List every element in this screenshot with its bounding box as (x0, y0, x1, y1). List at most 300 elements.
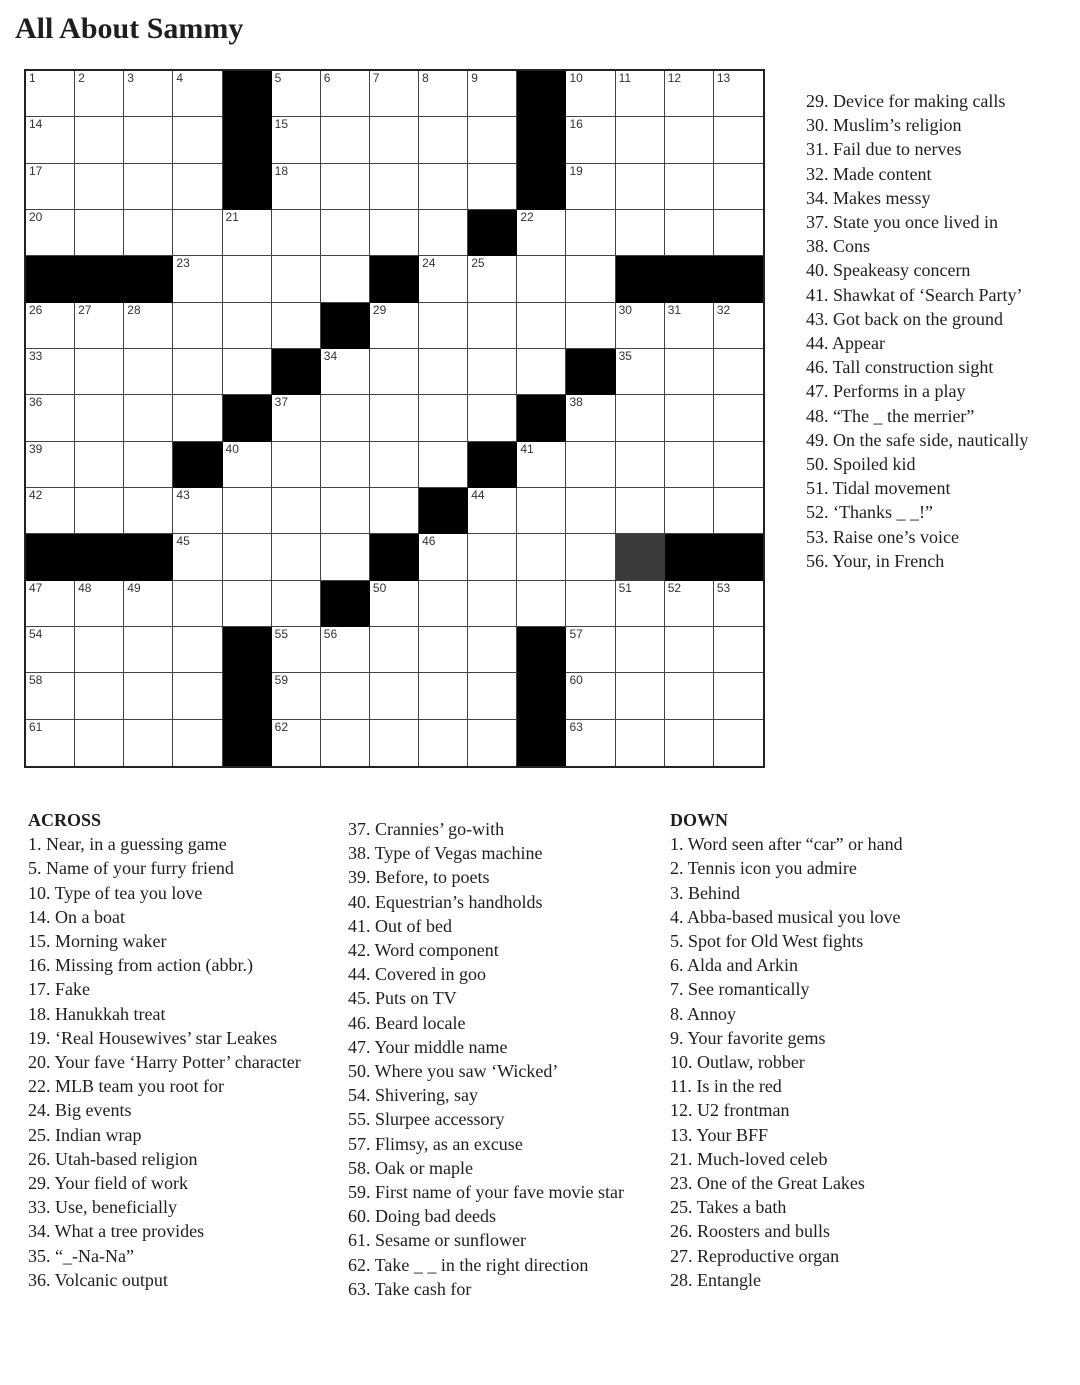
grid-cell[interactable] (566, 303, 615, 349)
black-square (517, 673, 566, 719)
cell-number: 61 (29, 719, 43, 734)
clue: 34. Makes messy (806, 187, 931, 208)
grid-cell[interactable] (26, 349, 75, 395)
down-clues (670, 808, 903, 1292)
grid-cell[interactable] (124, 720, 173, 766)
black-square (517, 627, 566, 673)
grid-cell[interactable] (665, 673, 714, 719)
grid-cell[interactable] (124, 442, 173, 488)
grid-cell[interactable] (419, 673, 468, 719)
clue: 32. Made content (806, 163, 932, 184)
grid-cell[interactable] (370, 303, 419, 349)
grid-cell[interactable] (665, 395, 714, 441)
puzzle-title: All About Sammy (15, 12, 244, 45)
cell-number: 14 (29, 117, 43, 132)
clue: 47. Performs in a play (806, 381, 966, 402)
clue: 19. ‘Real Housewives’ star Leakes (28, 1027, 278, 1048)
grid-cell[interactable] (714, 303, 763, 349)
grid-cell[interactable] (124, 210, 173, 256)
grid-cell[interactable] (321, 395, 370, 441)
grid-cell[interactable] (124, 627, 173, 673)
clue: 6. Alda and Arkin (670, 955, 798, 976)
cell-number: 2 (78, 71, 85, 85)
grid-cell[interactable] (517, 534, 566, 580)
grid-cell[interactable] (566, 488, 615, 534)
grid-cell[interactable] (272, 488, 321, 534)
grid-cell[interactable] (665, 164, 714, 210)
grid-cell[interactable] (272, 720, 321, 766)
grid-cell[interactable] (517, 349, 566, 395)
cell-number: 57 (569, 626, 583, 641)
grid-cell[interactable] (321, 720, 370, 766)
grid-cell[interactable] (173, 673, 222, 719)
cell-number: 31 (667, 302, 682, 317)
grid-cell[interactable] (370, 210, 419, 256)
grid-cell[interactable] (714, 71, 763, 117)
clue: 9. Your favorite gems (670, 1027, 826, 1048)
grid-cell[interactable] (370, 488, 419, 534)
cell-number: 43 (176, 487, 190, 502)
grid-cell[interactable] (272, 534, 321, 580)
grid-cell[interactable] (26, 581, 75, 627)
grid-cell[interactable] (517, 303, 566, 349)
grid-cell[interactable] (370, 720, 419, 766)
cell-number: 33 (29, 348, 43, 363)
grid-cell[interactable] (272, 210, 321, 256)
clue: 44. Covered in goo (348, 964, 486, 985)
grid-cell[interactable] (468, 673, 517, 719)
grid-cell[interactable] (272, 164, 321, 210)
grid-cell[interactable] (419, 303, 468, 349)
grid-cell[interactable] (468, 395, 517, 441)
grid-cell[interactable] (223, 210, 272, 256)
grid-cell[interactable] (419, 210, 468, 256)
black-square (223, 164, 272, 210)
crossword-grid (24, 69, 765, 768)
grid-cell[interactable] (370, 581, 419, 627)
black-square (370, 534, 419, 580)
grid-cell[interactable] (714, 164, 763, 210)
grid-cell[interactable] (223, 442, 272, 488)
grid-cell[interactable] (665, 442, 714, 488)
grid-cell[interactable] (173, 581, 222, 627)
clue: 5. Spot for Old West fights (670, 931, 864, 952)
grid-cell[interactable] (321, 117, 370, 163)
grid-cell[interactable] (26, 395, 75, 441)
grid-cell[interactable] (272, 117, 321, 163)
grid-cell[interactable] (616, 581, 665, 627)
grid-cell[interactable] (173, 164, 222, 210)
grid-cell[interactable] (26, 488, 75, 534)
clue: 41. Shawkat of ‘Search Party’ (806, 284, 1023, 305)
grid-cell[interactable] (517, 442, 566, 488)
cell-number: 25 (471, 256, 485, 271)
clue: 3. Behind (670, 882, 740, 903)
grid-cell[interactable] (75, 117, 124, 163)
grid-cell[interactable] (419, 442, 468, 488)
clue: 43. Got back on the ground (806, 308, 1003, 329)
grid-cell[interactable] (321, 534, 370, 580)
clue: 47. Your middle name (348, 1036, 508, 1057)
grid-cell[interactable] (75, 210, 124, 256)
grid-cell[interactable] (468, 488, 517, 534)
grid-cell[interactable] (566, 581, 615, 627)
grid-cell[interactable] (566, 534, 615, 580)
grid-cell[interactable] (26, 442, 75, 488)
grid-cell[interactable] (321, 210, 370, 256)
clue: 5. Name of your furry friend (28, 858, 234, 879)
grid-cell[interactable] (75, 627, 124, 673)
grid-cell[interactable] (665, 720, 714, 766)
grid-cell[interactable] (714, 442, 763, 488)
grid-cell[interactable] (468, 256, 517, 302)
cell-number: 10 (569, 71, 583, 85)
grid-cell[interactable] (26, 117, 75, 163)
clue: 46. Tall construction sight (806, 357, 994, 378)
down-clues-continued (806, 89, 1028, 573)
clue: 30. Muslim’s religion (806, 115, 962, 136)
grid-cell[interactable] (272, 627, 321, 673)
clue: 10. Outlaw, robber (670, 1052, 805, 1073)
grid-cell[interactable] (223, 303, 272, 349)
grid-cell[interactable] (566, 164, 615, 210)
black-square (124, 534, 173, 580)
grid-cell[interactable] (272, 395, 321, 441)
grid-cell[interactable] (321, 164, 370, 210)
grid-cell[interactable] (566, 117, 615, 163)
grid-cell[interactable] (419, 117, 468, 163)
grid-cell[interactable] (714, 720, 763, 766)
black-square (517, 71, 566, 117)
grid-cell[interactable] (566, 71, 615, 117)
grid-cell[interactable] (272, 581, 321, 627)
grid-cell[interactable] (124, 349, 173, 395)
grid-cell[interactable] (26, 673, 75, 719)
grid-cell[interactable] (566, 395, 615, 441)
grid-cell[interactable] (370, 673, 419, 719)
grid-cell[interactable] (124, 395, 173, 441)
cell-number: 56 (323, 626, 338, 641)
grid-cell[interactable] (468, 627, 517, 673)
clue: 53. Raise one’s voice (806, 526, 959, 547)
grid-cell[interactable] (75, 488, 124, 534)
clue: 18. Hanukkah treat (28, 1003, 166, 1024)
grid-cell[interactable] (321, 71, 370, 117)
cell-number: 48 (78, 580, 92, 595)
grid-cell[interactable] (616, 349, 665, 395)
grid-cell[interactable] (616, 720, 665, 766)
grid-cell[interactable] (75, 164, 124, 210)
grid-cell[interactable] (419, 256, 468, 302)
grid-cell[interactable] (124, 71, 173, 117)
grid-cell[interactable] (173, 71, 222, 117)
grid-cell[interactable] (223, 581, 272, 627)
cell-number: 15 (274, 117, 289, 132)
black-square (566, 349, 615, 395)
cell-number: 42 (29, 487, 43, 502)
cell-number: 7 (372, 71, 380, 85)
grid-cell[interactable] (517, 581, 566, 627)
grid-cell[interactable] (419, 395, 468, 441)
clue: 12. U2 frontman (670, 1100, 790, 1121)
black-square (616, 256, 665, 302)
grid-cell[interactable] (26, 720, 75, 766)
black-square (223, 395, 272, 441)
cell-number: 59 (274, 673, 289, 688)
grid-cell[interactable] (26, 71, 75, 117)
grid-cell[interactable] (566, 210, 615, 256)
grid-cell[interactable] (75, 581, 124, 627)
grid-cell[interactable] (223, 349, 272, 395)
black-square (272, 349, 321, 395)
grid-cell[interactable] (370, 395, 419, 441)
grid-cell[interactable] (714, 581, 763, 627)
grid-cell[interactable] (616, 117, 665, 163)
grid-cell[interactable] (665, 488, 714, 534)
grid-cell[interactable] (75, 71, 124, 117)
across-heading: ACROSS (28, 810, 102, 830)
cell-number: 60 (569, 673, 583, 688)
grid-cell[interactable] (321, 349, 370, 395)
grid-cell[interactable] (665, 210, 714, 256)
grid-cell[interactable] (517, 210, 566, 256)
grid-cell[interactable] (419, 164, 468, 210)
clue: 58. Oak or maple (348, 1157, 473, 1178)
cell-number: 53 (716, 580, 731, 595)
grid-cell[interactable] (419, 534, 468, 580)
grid-cell[interactable] (616, 395, 665, 441)
black-square (26, 534, 75, 580)
clue: 52. ‘Thanks _ _!” (806, 502, 933, 523)
grid-cell[interactable] (75, 720, 124, 766)
cell-number: 52 (667, 580, 682, 595)
grid-cell[interactable] (26, 164, 75, 210)
grid-cell[interactable] (665, 349, 714, 395)
cell-number: 58 (29, 673, 43, 688)
cell-number: 39 (29, 441, 43, 456)
cell-number: 63 (569, 719, 583, 734)
black-square (419, 488, 468, 534)
grid-cell[interactable] (468, 117, 517, 163)
clue: 37. Crannies’ go-with (348, 819, 505, 839)
black-square (321, 303, 370, 349)
cell-number: 34 (323, 348, 338, 363)
grid-cell[interactable] (616, 303, 665, 349)
grid-cell[interactable] (124, 117, 173, 163)
grid-cell[interactable] (124, 488, 173, 534)
grid-cell[interactable] (468, 720, 517, 766)
clue: 16. Missing from action (abbr.) (28, 955, 253, 976)
grid-cell[interactable] (665, 581, 714, 627)
grid-cell[interactable] (173, 303, 222, 349)
grid-cell[interactable] (370, 442, 419, 488)
grid-cell[interactable] (468, 303, 517, 349)
grid-cell[interactable] (616, 488, 665, 534)
black-square (75, 256, 124, 302)
grid-cell[interactable] (419, 349, 468, 395)
grid-cell[interactable] (272, 442, 321, 488)
clue: 28. Entangle (670, 1269, 761, 1290)
grid-cell[interactable] (223, 534, 272, 580)
grid-cell[interactable] (321, 442, 370, 488)
grid-cell[interactable] (26, 210, 75, 256)
clue: 36. Volcanic output (28, 1269, 168, 1290)
grid-cell[interactable] (468, 71, 517, 117)
black-square (223, 71, 272, 117)
grid-cell[interactable] (75, 673, 124, 719)
clue: 35. “_-Na-Na” (28, 1245, 134, 1266)
clue: 55. Slurpee accessory (348, 1109, 505, 1130)
grid-cell[interactable] (223, 488, 272, 534)
black-square (517, 164, 566, 210)
grid-cell[interactable] (173, 720, 222, 766)
cell-number: 24 (422, 256, 436, 271)
cell-number: 44 (471, 487, 485, 502)
grid-cell[interactable] (468, 349, 517, 395)
grid-cell[interactable] (714, 488, 763, 534)
clue: 40. Speakeasy concern (806, 260, 971, 281)
clue: 33. Use, beneficially (28, 1197, 177, 1218)
grid-cell[interactable] (468, 581, 517, 627)
grid-cell[interactable] (75, 303, 124, 349)
grid-cell[interactable] (370, 164, 419, 210)
clue: 42. Word component (348, 940, 499, 961)
grid-cell[interactable] (124, 303, 173, 349)
clue: 23. One of the Great Lakes (670, 1173, 865, 1194)
black-square (616, 534, 665, 580)
clue: 38. Cons (806, 236, 871, 257)
clue: 1. Word seen after “car” or hand (670, 834, 903, 855)
cell-number: 47 (29, 580, 43, 595)
grid-cell[interactable] (75, 349, 124, 395)
grid-cell[interactable] (223, 256, 272, 302)
cell-number: 27 (78, 302, 92, 317)
grid-cell[interactable] (566, 673, 615, 719)
grid-cell[interactable] (321, 256, 370, 302)
grid-cell[interactable] (370, 627, 419, 673)
grid-cell[interactable] (173, 627, 222, 673)
cell-number: 3 (127, 71, 134, 85)
grid-cell[interactable] (468, 164, 517, 210)
cell-number: 16 (569, 117, 583, 132)
grid-cell[interactable] (272, 303, 321, 349)
grid-cell[interactable] (714, 395, 763, 441)
clue: 37. State you once lived in (806, 212, 998, 233)
grid-cell[interactable] (517, 488, 566, 534)
grid-cell[interactable] (714, 673, 763, 719)
grid-cell[interactable] (26, 303, 75, 349)
grid-cell[interactable] (616, 164, 665, 210)
grid-cell[interactable] (665, 303, 714, 349)
grid-cell[interactable] (566, 442, 615, 488)
grid-cell[interactable] (370, 349, 419, 395)
grid-cell[interactable] (714, 627, 763, 673)
grid-cell[interactable] (75, 395, 124, 441)
clue: 31. Fail due to nerves (806, 139, 962, 160)
clue: 24. Big events (28, 1100, 132, 1121)
grid-cell[interactable] (616, 442, 665, 488)
clue: 15. Morning waker (28, 931, 167, 952)
cell-number: 26 (29, 302, 43, 317)
cell-number: 37 (274, 395, 289, 410)
grid-cell[interactable] (173, 117, 222, 163)
clue: 29. Device for making calls (806, 91, 1006, 111)
grid-cell[interactable] (321, 627, 370, 673)
grid-cell[interactable] (370, 117, 419, 163)
grid-cell[interactable] (26, 627, 75, 673)
grid-cell[interactable] (566, 256, 615, 302)
black-square (714, 534, 763, 580)
grid-cell[interactable] (566, 720, 615, 766)
cell-number: 23 (176, 256, 190, 271)
grid-cell[interactable] (173, 349, 222, 395)
down-clue-list (670, 832, 903, 1292)
grid-cell[interactable] (566, 627, 615, 673)
grid-cell[interactable] (124, 581, 173, 627)
grid-cell[interactable] (124, 673, 173, 719)
grid-cell[interactable] (665, 117, 714, 163)
grid-cell[interactable] (75, 442, 124, 488)
cell-number: 20 (29, 209, 43, 224)
grid-cell[interactable] (468, 534, 517, 580)
grid-cell[interactable] (419, 581, 468, 627)
clue: 1. Near, in a guessing game (28, 834, 227, 855)
grid-cell[interactable] (272, 256, 321, 302)
cell-number: 51 (618, 580, 632, 595)
grid-cell[interactable] (173, 395, 222, 441)
grid-cell[interactable] (616, 71, 665, 117)
across-clues (28, 808, 301, 1292)
grid-cell[interactable] (714, 210, 763, 256)
grid-cell[interactable] (370, 71, 419, 117)
black-square (370, 256, 419, 302)
grid-cell[interactable] (173, 256, 222, 302)
grid-cell[interactable] (517, 256, 566, 302)
grid-cell[interactable] (616, 627, 665, 673)
grid-cell[interactable] (419, 720, 468, 766)
grid-cell[interactable] (124, 164, 173, 210)
grid-cell[interactable] (665, 71, 714, 117)
cell-number: 17 (29, 163, 43, 178)
grid-cell[interactable] (616, 210, 665, 256)
grid-cell[interactable] (321, 488, 370, 534)
grid-cell[interactable] (272, 673, 321, 719)
clue: 50. Where you saw ‘Wicked’ (348, 1061, 559, 1082)
grid-cell[interactable] (714, 117, 763, 163)
clue: 44. Appear (806, 333, 885, 354)
clue: 56. Your, in French (806, 550, 945, 571)
grid-cell[interactable] (419, 627, 468, 673)
grid-cell[interactable] (173, 210, 222, 256)
grid-cell[interactable] (173, 534, 222, 580)
grid-cell[interactable] (321, 673, 370, 719)
cell-number: 46 (422, 534, 436, 549)
grid-cell[interactable] (173, 488, 222, 534)
grid-cell[interactable] (714, 349, 763, 395)
grid-cell[interactable] (616, 673, 665, 719)
clue: 38. Type of Vegas machine (348, 843, 543, 864)
cell-number: 9 (471, 71, 478, 85)
cell-number: 41 (520, 441, 534, 456)
grid-cell[interactable] (272, 71, 321, 117)
grid-cell[interactable] (665, 627, 714, 673)
clue: 8. Annoy (670, 1003, 737, 1024)
clue: 26. Utah-based religion (28, 1148, 198, 1169)
grid-cell[interactable] (419, 71, 468, 117)
cell-number: 28 (127, 302, 141, 317)
clue: 49. On the safe side, nautically (806, 429, 1029, 450)
clue: 14. On a boat (28, 906, 125, 927)
